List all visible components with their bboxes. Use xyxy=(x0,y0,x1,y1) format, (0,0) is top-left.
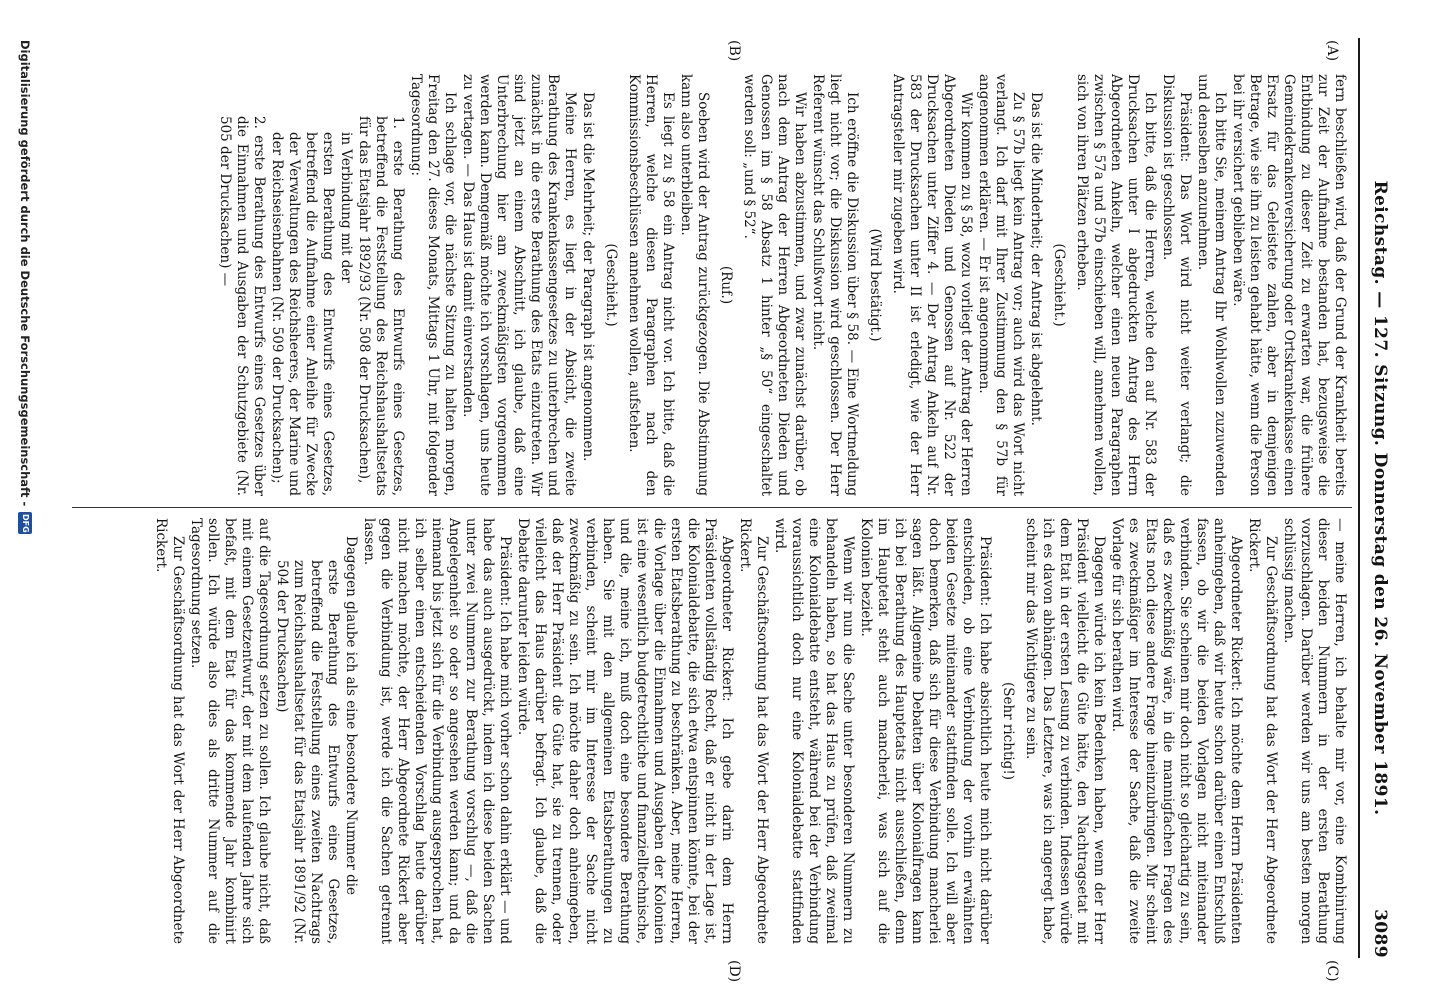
paragraph: Präsident: Ich habe mich vorher schon dahin erklärt — und habe das auch ausgedrückt, indem ich diese beiden Sachen unter zwei Nummern zur Berathung vorschlug —, daß die Angelegenheit so oder so angesehen werden kann; und da niemand bis jetzt sich für die Verbindung ausgesprochen hat, ich selber einen entscheidenden Vorschlag heute darüber nicht machen möchte, der Herr Abgeordnete Rickert aber gegen die Verbindung ist, werde ich die Sachen getrennt lassen. xyxy=(361,518,513,944)
margin-label-d: (D) xyxy=(726,960,742,983)
stage-direction: (Geschieht.) xyxy=(603,243,619,327)
paragraph: Wenn wir nun die Sache unter besonderen Nummern zu behandeln haben, so hat das Haus zu prüfen, daß zweimal eine Kolonialdebatte entsteht, während bei der Verbindung voraussichtlich doch nur eine Kolonialdebatte stattfinden wird. xyxy=(772,518,856,944)
agenda-item: 2. erste Berathung des Entwurfs eines Gesetzes über die Einnahmen und Ausgaben der Schutzgebiete (Nr. 505 der Drucksachen) — xyxy=(217,116,267,496)
paragraph: Soeben wird der Antrag zurückgezogen. Die Abstimmung kann also unterbleiben. xyxy=(678,74,711,496)
paragraph: Ich bitte, daß die Herren, welche den auf Nr. 583 der Drucksachen unter I abgedruckten Antrag des Herrn Abgeordneten Ankeln, welcher einen neuen Paragraphen zwischen § 57a und 57b einschieben will, annehmen wollen, sich von ihren Plätzen erheben. xyxy=(1074,74,1158,496)
paragraph: Ich schlage vor, die nächste Sitzung zu halten morgen, Freitag den 27. dieses Monats, Mittags 1 Uhr, mit folgender Tagesordnung: xyxy=(408,74,458,496)
stage-direction: (Geschieht.) xyxy=(1051,243,1067,327)
left-column xyxy=(58,74,1348,496)
page-header xyxy=(1358,38,1394,958)
paragraph: Zu § 57b liegt kein Antrag vor; auch wird das Wort nicht verlangt. Ich darf mit Ihrer Zustimmung den § 57b für angenommen erklären. — Er ist angenommen. xyxy=(976,74,1026,496)
paragraph: Präsident: Das Wort wird nicht weiter verlangt; die Diskussion ist geschlossen. xyxy=(1160,74,1193,496)
paragraph: Dagegen würde ich kein Bedenken haben, wenn der Herr Präsident vielleicht die Güte hätte, den Nachtragsetat mit dem Etat in der ersten Lesung zu verbinden. Indessen würde ich es davon abhängen. Das Letztere, was ich angeregt habe, scheint mir das Wichtigere zu sein. xyxy=(1023,518,1107,944)
stage-direction: (Ruf.) xyxy=(718,265,734,305)
paragraph: fern beschließen wird, daß der Grund der Krankheit bereits zur Zeit der Aufnahme bestanden hat, bezugsweise die Entbindung zu dieser Zeit zu erwarten war, die frühere Gemeindekrankenversicherung oder Ortskrankenkasse einen Ersatz für das Geleistete zahlen, aber in demjenigen Betrage, wie sie ihn zu leisten gehabt hätte, wenn die Person bei ihr versichert geblieben wäre. xyxy=(1230,74,1348,496)
margin-label-b: (B) xyxy=(726,40,742,62)
margin-label-c: (C) xyxy=(1324,960,1340,982)
digitization-credit xyxy=(18,40,32,534)
digitization-credit-text: Digitalisierung gefördert durch die Deutsche Forschungsgemeinschaft - xyxy=(18,40,32,507)
paragraph: auf die Tagesordnung setzen zu sollen. Ich glaube nicht, daß mit einem Gesetzentwurf, der mit dem laufenden Jahre sich befaßt, mit dem Etat für das kommende Jahr kombinirt sollen. Ich würde also dies als dritte Nummer auf die Tagesordnung setzen. xyxy=(188,518,272,944)
agenda-item: 1. erste Berathung des Entwurfs eines Gesetzes, betreffend die Feststellung des Reichshaushaltsetats für das Etatsjahr 1892/93 (Nr. 508 der Drucksachen), xyxy=(356,116,406,496)
paragraph: Zur Geschäftsordnung hat das Wort der Herr Abgeordnete Rickert. xyxy=(737,518,770,944)
paragraph: Zur Geschäftsordnung hat das Wort der Herr Abgeordnete Rickert. xyxy=(1246,518,1279,944)
paragraph: Es liegt zu § 58 ein Antrag nicht vor. Ich bitte, daß die Herren, welche diesen Paragraphen nach den Kommissionsbeschlüssen annehmen wollen, aufstehen. xyxy=(626,74,676,496)
column-divider xyxy=(72,507,1352,508)
paragraph: Abgeordneter Rickert: Ich gebe darin dem Herrn Präsidenten vollständig Recht, daß er nicht in der Lage ist, die Kolonialdebatte, die sich etwa entspinnen könnte, bei der ersten Etatsberathung zu beschränken. Aber, meine Herren, die Vorlage über die Einnahmen und Ausgaben der Kolonien ist eine wesentlich budgetrechtliche und finanzielltechnische, und die, meine ich, muß doch eine besondere Berathung haben. Sie mit den allgemeinen Etatsberathungen zu verbinden, scheint mir im Interesse der Sache nicht zweckmäßig zu sein. Ich möchte daher doch anheimgeben, daß der Herr Präsident die Güte hat, sie zu trennen, oder vielleicht das Haus darüber befragt. Ich glaube, daß die Debatte darunter leiden würde. xyxy=(515,518,735,944)
stage-direction: (Sehr richtig!) xyxy=(1000,681,1016,781)
agenda-item: in Verbindung mit der xyxy=(338,132,354,283)
page-number: 3089 xyxy=(1370,909,1390,958)
margin-label-a: (A) xyxy=(1324,40,1340,62)
agenda-item: erste Berathung des Entwurfs eines Gesetzes, betreffend die Feststellung eines zweiten Nachtrags zum Reichshaushaltsetat für das Etatsjahr 1891/92 (Nr. 504 der Drucksachen) xyxy=(274,560,341,944)
paragraph: Ich eröffne die Diskussion über § 58. — Eine Wortmeldung liegt nicht vor; die Diskussion wird geschlossen. Der Herr Referent wünscht das Schlußwort nicht. xyxy=(810,74,860,496)
agenda-item: ersten Berathung des Entwurfs eines Gesetzes, betreffend die Aufnahme einer Anleihe für Zwecke der Verwaltungen des Reichsheeres, der Marine und der Reichseisenbahnen (Nr. 509 der Drucksachen); xyxy=(269,132,336,496)
paragraph: Wir haben abzustimmen, und zwar zunächst darüber, ob nach dem Antrag der Herren Abgeordneten Dieden und Genossen im § 58 Absatz 1 hinter „§ 50“ eingeschaltet werden soll: „und § 52“. xyxy=(741,74,808,496)
paragraph: Zur Geschäftsordnung hat das Wort der Herr Abgeordnete Rickert. xyxy=(153,518,186,944)
paragraph: Dagegen glaube ich als eine besondere Nummer die xyxy=(343,536,359,896)
page-title: Reichstag. — 127. Sitzung. Donnerstag den 26. November 1891. xyxy=(1370,180,1390,816)
paragraph: Das ist die Mehrheit; der Paragraph ist angenommen. xyxy=(580,92,596,462)
paragraph: Abgeordneter Rickert: Ich möchte dem Herrn Präsidenten anheimgeben, daß wir heute schon darüber einen Entschluß fassen, ob wir die beiden Vorlagen nicht miteinander verbinden. Sie scheinen mir doch nicht so gleichartig zu sein, daß es zweckmäßig wäre, in die mannigfachen Fragen des Etats noch diese andere Frage hineinzubringen. Mir scheint es zweckmäßiger im Interesse der Sache, daß die zweite Vorlage für sich berathen wird. xyxy=(1109,518,1244,944)
stage-direction: (Wird bestätigt.) xyxy=(867,228,883,342)
paragraph: Meine Herren, es liegt in der Absicht, die zweite Berathung des Krankenkassengesetzes zu unterbrechen und zunächst in die erste Berathung des Etats einzutreten. Wir sind jetzt an einem Abschnitt, ich glaube, daß eine Unterbrechung hier am zweckmäßigsten vorgenommen werden kann. Demgemäß möchte ich vorschlagen, uns heute zu vertagen. — Das Haus ist damit einverstanden. xyxy=(460,74,578,496)
paragraph: Ich bitte Sie, meinem Antrag Ihr Wohlwollen zuzuwenden und denselben anzunehmen. xyxy=(1195,74,1228,496)
right-column xyxy=(58,518,1348,944)
dfg-logo-icon: DFG xyxy=(18,512,32,534)
paragraph: Das ist die Minderheit; der Antrag ist abgelehnt. xyxy=(1028,92,1044,426)
paragraph: Wir kommen zu § 58, wozu vorliegt der Antrag der Herren Abgeordneten Dieden und Genossen auf Nr. 522 der Drucksachen unter Ziffer 4. — Der Antrag Ankeln auf Nr. 583 der Drucksachen unter II ist erledigt, wie der Herr Antragsteller mir zugeben wird. xyxy=(890,74,974,496)
paragraph: — meine Herren, ich behalte mir vor, eine Kombinirung dieser beiden Nummern in der ersten Berathung vorzuschlagen. Darüber werden wir uns am besten morgen schlüssig machen. xyxy=(1281,518,1348,944)
paragraph: Präsident: Ich habe absichtlich heute mich nicht darüber entschieden, ob eine Verbindung der vorhin erwähnten beiden Gesetze miteinander stattfinden solle. Ich will aber doch bemerken, daß sich für diese Verbindung mancherlei sagen läßt. Allgemeine Debatten über Kolonialfragen kann ich bei Berathung des Hauptetats nicht ausschließen, denn im Hauptetat steht auch mancherlei, was sich auf die Kolonien bezieht. xyxy=(858,518,993,944)
